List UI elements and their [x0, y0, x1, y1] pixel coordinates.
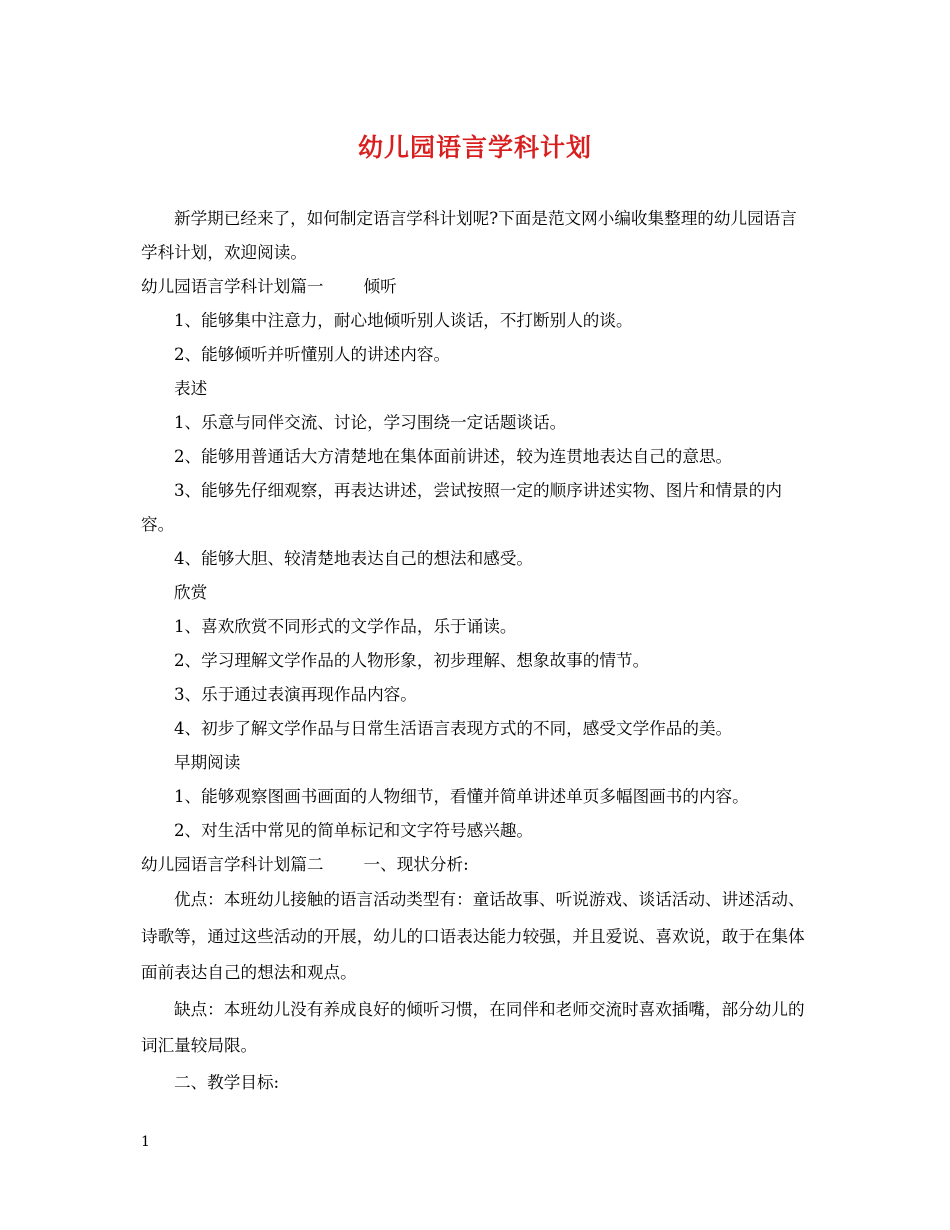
- strengths-paragraph: 优点：本班幼儿接触的语言活动类型有：童话故事、听说游戏、谈话活动、讲述活动、诗歌等，通过这些活动的开展，幼儿的口语表达能力较强，并且爱说、喜欢说，敢于在集体面前表达自己的想法和观点。: [141, 890, 805, 982]
- page-number: 1: [141, 1134, 150, 1150]
- listening-item-2: 2、能够倾听并听懂别人的讲述内容。: [174, 345, 451, 364]
- document-title: 幼儿园语言学科计划: [357, 133, 592, 162]
- teaching-goals-heading: 二、教学目标:: [174, 1072, 280, 1092]
- expression-heading: 表述: [174, 379, 208, 398]
- situation-analysis-heading: 一、现状分析:: [363, 855, 469, 874]
- appreciation-item-4: 4、初步了解文学作品与日常生活语言表现方式的不同，感受文学作品的美。: [174, 719, 733, 738]
- part1-heading: 幼儿园语言学科计划篇一: [141, 277, 324, 296]
- appreciation-item-2: 2、学习理解文学作品的人物形象，初步理解、想象故事的情节。: [174, 651, 650, 670]
- intro-paragraph: 新学期已经来了，如何制定语言学科计划呢?下面是范文网小编收集整理的幼儿园语言学科计划，欢迎阅读。: [141, 209, 797, 262]
- expression-item-2: 2、能够用普通话大方清楚地在集体面前讲述，较为连贯地表达自己的意思。: [174, 447, 733, 466]
- reading-heading: 早期阅读: [174, 753, 241, 772]
- document-body: [141, 202, 811, 1101]
- listening-item-1: 1、能够集中注意力，耐心地倾听别人谈话，不打断别人的谈。: [174, 311, 633, 330]
- appreciation-item-1: 1、喜欢欣赏不同形式的文学作品，乐于诵读。: [174, 617, 517, 636]
- listening-heading: 倾听: [363, 277, 397, 296]
- appreciation-item-3: 3、乐于通过表演再现作品内容。: [174, 685, 417, 704]
- part2-heading-line: [141, 848, 811, 882]
- expression-item-3: 3、能够先仔细观察，再表达讲述，尝试按照一定的顺序讲述实物、图片和情景的内容。: [141, 481, 782, 534]
- weaknesses-paragraph: 缺点：本班幼儿没有养成良好的倾听习惯，在同伴和老师交流时喜欢插嘴，部分幼儿的词汇量较局限。: [141, 999, 805, 1055]
- appreciation-heading: 欣赏: [174, 583, 208, 602]
- part1-heading-line: [141, 270, 811, 304]
- part2-heading: 幼儿园语言学科计划篇二: [141, 855, 324, 874]
- expression-item-1: 1、乐意与同伴交流、讨论，学习围绕一定话题谈话。: [174, 413, 567, 432]
- reading-item-1: 1、能够观察图画书画面的人物细节，看懂并简单讲述单页多幅图画书的内容。: [174, 787, 749, 806]
- expression-item-4: 4、能够大胆、较清楚地表达自己的想法和感受。: [174, 549, 534, 568]
- reading-item-2: 2、对生活中常见的简单标记和文字符号感兴趣。: [174, 821, 534, 840]
